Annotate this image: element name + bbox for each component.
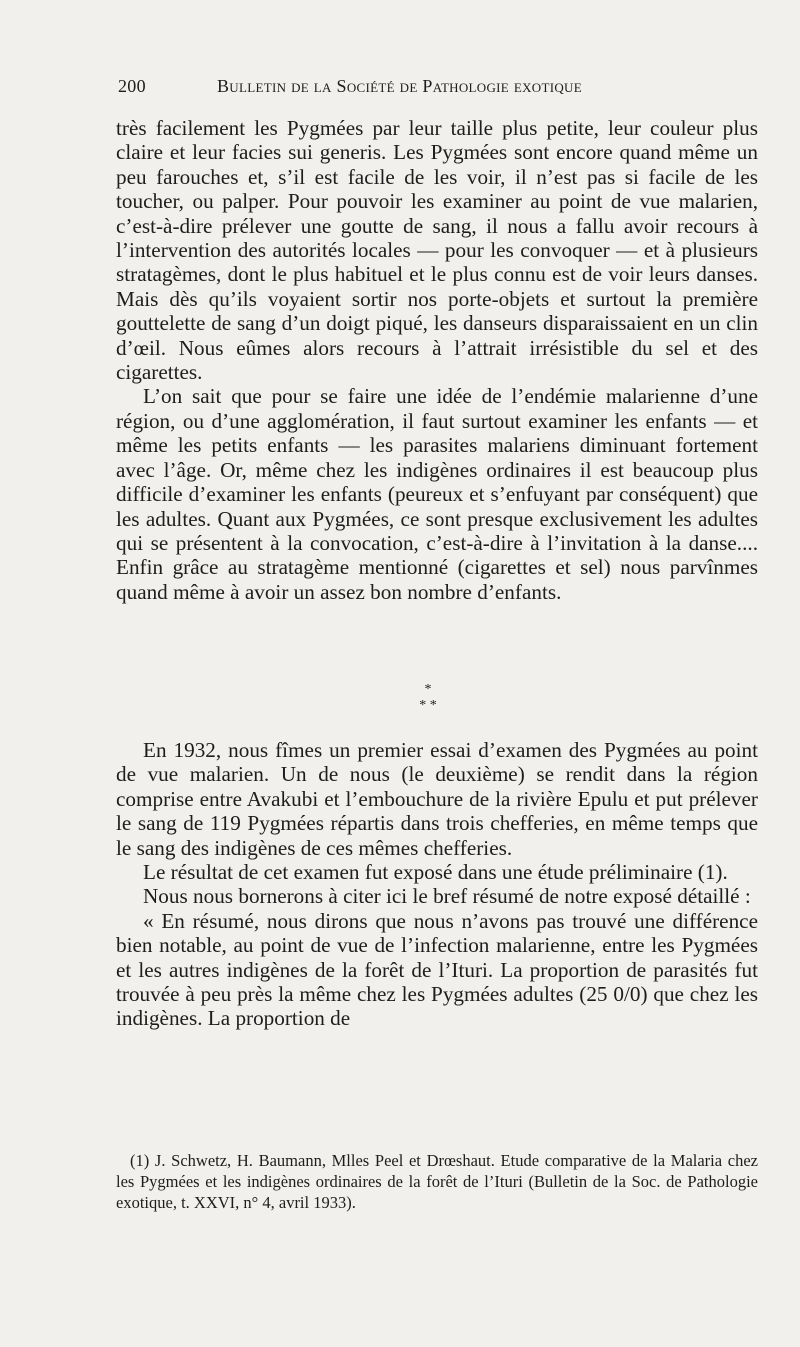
paragraph-pygmy-examination: très facilement les Pygmées par leur taille plus petite, leur couleur plus claire et leur facies sui generis. Les Pygmées sont encore quand même un peu farouches et, s’il est facile de les voir, il n’est pas si facile de les toucher, ou palper. Pour pouvoir les examiner au point de vue malarien, c’est-à-dire prélever une goutte de sang, il nous a fallu avoir recours à l’intervention des autorités locales — pour les convoquer — et à plusieurs stratagèmes, dont le plus habituel et le plus connu est de voir leurs danses. Mais dès qu’ils voyaient sortir nos porte-objets et surtout la première gouttelette de sang d’un doigt piqué, les danseurs disparaissaient en un clin d’œil. Nous eûmes alors recours à l’attrait irrésistible du sel et des cigarettes. (116, 116, 758, 385)
section-separator (408, 682, 448, 714)
running-title: Bulletin de la Société de Pathologie exotique (217, 76, 582, 96)
paragraph-first-trial-1932: En 1932, nous fîmes un premier essai d’examen des Pygmées au point de vue malarien. Un de nous (le deuxième) se rendit dans la région comprise entre Avakubi et l’embouchure de la rivière Epulu et put prélever le sang de 119 Pygmées répartis dans trois chefferies, en même temps que le sang des indigènes de ces mêmes chefferies. (116, 738, 758, 860)
footnote-text: (1) J. Schwetz, H. Baumann, Mlles Peel et Drœshaut. Etude comparative de la Malaria chez les Pygmées et les indigènes ordinaires de la forêt de l’Ituri (Bulletin de la Soc. de Pathologie exotique, t. XXVI, n° 4, avril 1933). (116, 1151, 758, 1212)
page-number: 200 (118, 76, 146, 96)
paragraph-summary-intro: Nous nous bornerons à citer ici le bref résumé de notre exposé détaillé : (143, 884, 751, 909)
paragraph-quoted-summary: « En résumé, nous dirons que nous n’avons pas trouvé une différence bien notable, au point de vue de l’infection malarienne, entre les Pygmées et les autres indigènes de la forêt de l’Ituri. La proportion de parasités fut trouvée à peu près la même chez les Pygmées adultes (25 0/0) que chez les indigènes. La proportion de (116, 908, 758, 1031)
section-1 (116, 116, 758, 604)
section-2 (116, 738, 758, 1031)
asterisk-top: * (424, 682, 432, 697)
paragraph-children-endemic: L’on sait que pour se faire une idée de l’endémie malarienne d’une région, ou d’une agglomération, il faut surtout examiner les enfants — et même les petits enfants — les parasites malariens diminuant fortement avec l’âge. Or, même chez les indigènes ordinaires il est beaucoup plus difficile d’examiner les enfants (peureux et s’enfuyant par conséquent) que les adultes. Quant aux Pygmées, ce sont presque exclusivement les adultes qui se présentent à la convocation, c’est-à-dire à l’invitation à la danse.... Enfin grâce au stratagème mentionné (cigarettes et sel) nous parvînmes quand même à avoir un assez bon nombre d’enfants. (116, 384, 758, 604)
footnote (116, 1150, 758, 1213)
asterisk-bottom: * * (419, 698, 437, 713)
paragraph-preliminary-study: Le résultat de cet examen fut exposé dans une étude préliminaire (1). (143, 860, 728, 885)
